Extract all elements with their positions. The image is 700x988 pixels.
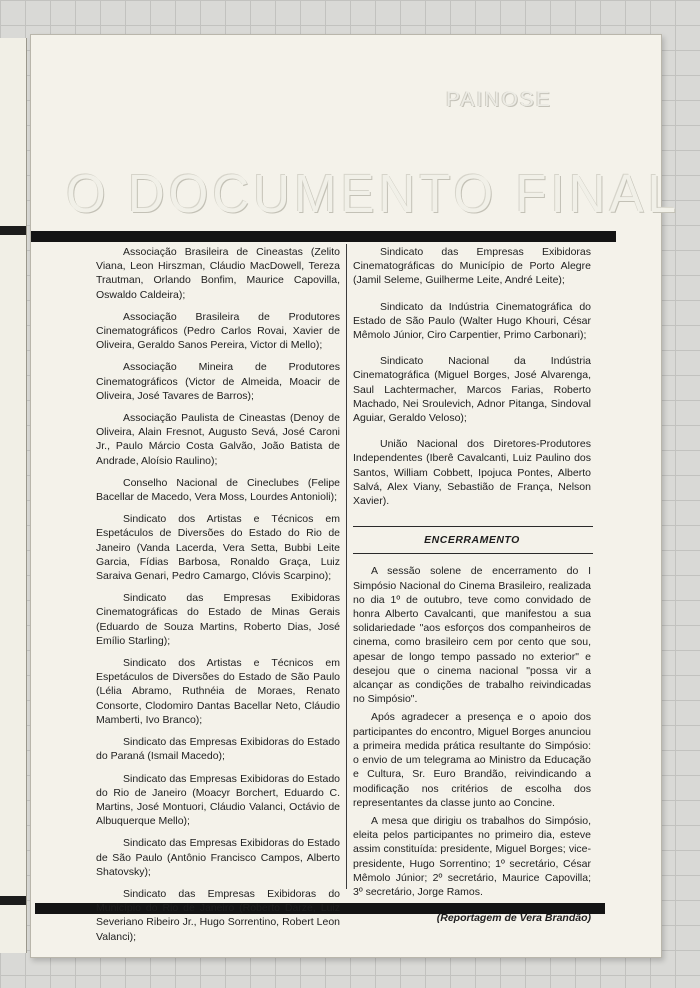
top-rule [31,231,616,242]
left-column [96,245,340,952]
section-heading: ENCERRAMENTO [424,534,520,547]
paragraph: União Nacional dos Diretores-Produtores Independentes (Iberê Cavalcanti, Luiz Paulino dos Santos, William Cobbett, Ipojuca Pontes, Alberto Salvá, Alex Viany, Sebastião de França, Nelson Xavier). [353,438,591,508]
previous-page-edge [0,38,27,953]
paragraph: Sindicato das Empresas Exibidoras do Estado de São Paulo (Antônio Francisco Campos, Alberto Shatovsky); [96,837,340,878]
paragraph: Sindicato das Empresas Exibidoras do Município do Rio de Janeiro (Roberto Darze, Luiz Severiano Ribeiro Jr., Hugo Sorrentino, Robert Leon Valanci); [96,887,340,943]
paragraph: Associação Brasileira de Cineastas (Zelito Viana, Leon Hirszman, Cláudio MacDowell, Tereza Trautman, Orlando Bonfim, Maurice Capovilla, Oswaldo Caldeira); [96,246,340,301]
previous-page-rule [0,226,26,235]
paragraph: Sindicato das Empresas Exibidoras Cinematográficas do Município de Porto Alegre (Jamil Seleme, Guilherme Leite, André Leite); [353,246,591,287]
paragraph: Sindicato Nacional da Indústria Cinematográfica (Miguel Borges, José Alvarenga, Saul Lachtermacher, Marcos Farias, Roberto Machado, Nei Sroulevich, Adnor Pitanga, Sindoval Aguiar, Geraldo Veloso); [353,355,591,425]
paragraph: Associação Mineira de Produtores Cinematográficos (Victor de Almeida, Moacir de Oliveira, José Tavares de Barros); [96,361,340,402]
paragraph: Sindicato dos Artistas e Técnicos em Espetáculos de Diversões do Estado do Rio de Janeiro (Vanda Lacerda, Vera Setta, Bubbi Leite Garcia, Fídias Barbosa, Ronaldo Graça, Luiz Saraiva Genari, Pedro Camargo, Clóvis Scarpino); [96,513,340,583]
paragraph: Sindicato das Empresas Exibidoras do Estado do Paraná (Ismail Macedo); [96,736,340,763]
column-divider [346,244,347,889]
paragraph: Sindicato das Empresas Exibidoras do Estado do Rio de Janeiro (Moacyr Borchert, Eduardo C. Martins, José Montuori, Cláudio Valanci, Octávio de Albuquerque Mello); [96,772,340,828]
paragraph: A sessão solene de encerramento do I Simpósio Nacional do Cinema Brasileiro, realizada no dia 1º de outubro, teve como convidado de honra Alberto Cavalcanti, que manifestou a sua solidariedade "aos esforços dos companheiros de cinema, como brasileiro cem por cento que sou, apesar de longo tempo passado no exterior" e desejou que o cinema nacional "possa vir a alcançar as condições de trabalho reivindicadas no Simpósio". [353,565,591,706]
previous-page-rule [0,896,26,905]
paragraph: Associação Paulista de Cineastas (Denoy de Oliveira, Alain Fresnot, Augusto Sevá, José Caroni Jr., Paulo Márcio Costa Galvão, João Batista de Andrade, Aloísio Raulino); [96,412,340,467]
paragraph: Sindicato dos Artistas e Técnicos em Espetáculos de Diversões do Estado de São Paulo (Lélia Abramo, Ruthnéia de Moraes, Renato Consorte, Clodomiro Dantas Bacellar Neto, Cláudio Mamberti, Ivo Branco); [96,657,340,726]
page-title: O DOCUMENTO FINAL [66,163,680,224]
right-column [353,245,591,925]
paragraph: A mesa que dirigiu os trabalhos do Simpósio, eleita pelos participantes no primeiro dia, esteve assim constituída: presidente, Miguel Borges; vice-presidente, Hugo Sorrentino; 1º secretário, César Mêmolo Júnior; 2º secretário, Maurice Capovilla; 3º secretário, Jorge Ramos. [353,814,591,898]
paragraph: Associação Brasileira de Produtores Cinematográficos (Pedro Carlos Rovai, Xavier de Oliveira, Geraldo Sanos Pereira, Victor di Mello); [96,310,340,352]
paragraph: Conselho Nacional de Cineclubes (Felipe Bacellar de Macedo, Vera Moss, Lourdes Antonioli); [96,476,340,504]
encerramento-body [353,564,591,899]
paragraph: Sindicato das Empresas Exibidoras Cinematográficas do Estado de Minas Gerais (Eduardo de Souza Martins, Roberto Dias, José Emílio Starling); [96,592,340,647]
section-rule [353,553,593,554]
section-mark: PAINOSE [446,88,552,111]
paragraph: Após agradecer a presença e o apoio dos participantes do encontro, Miguel Borges anunciou a primeira medida prática resultante do Simpósio: o envio de um telegrama ao Ministro da Educação e Cultura, Sr. Euro Brandão, reivindicando a modificação nos critérios de escolha dos representantes da classe junto ao Concine. [353,711,591,809]
paragraph: Sindicato da Indústria Cinematográfica do Estado de São Paulo (Walter Hugo Khouri, César Mêmolo Júnior, Ciro Carpentier, Primo Carbonari); [353,300,591,342]
byline: (Reportagem de Vera Brandão) [436,912,591,925]
